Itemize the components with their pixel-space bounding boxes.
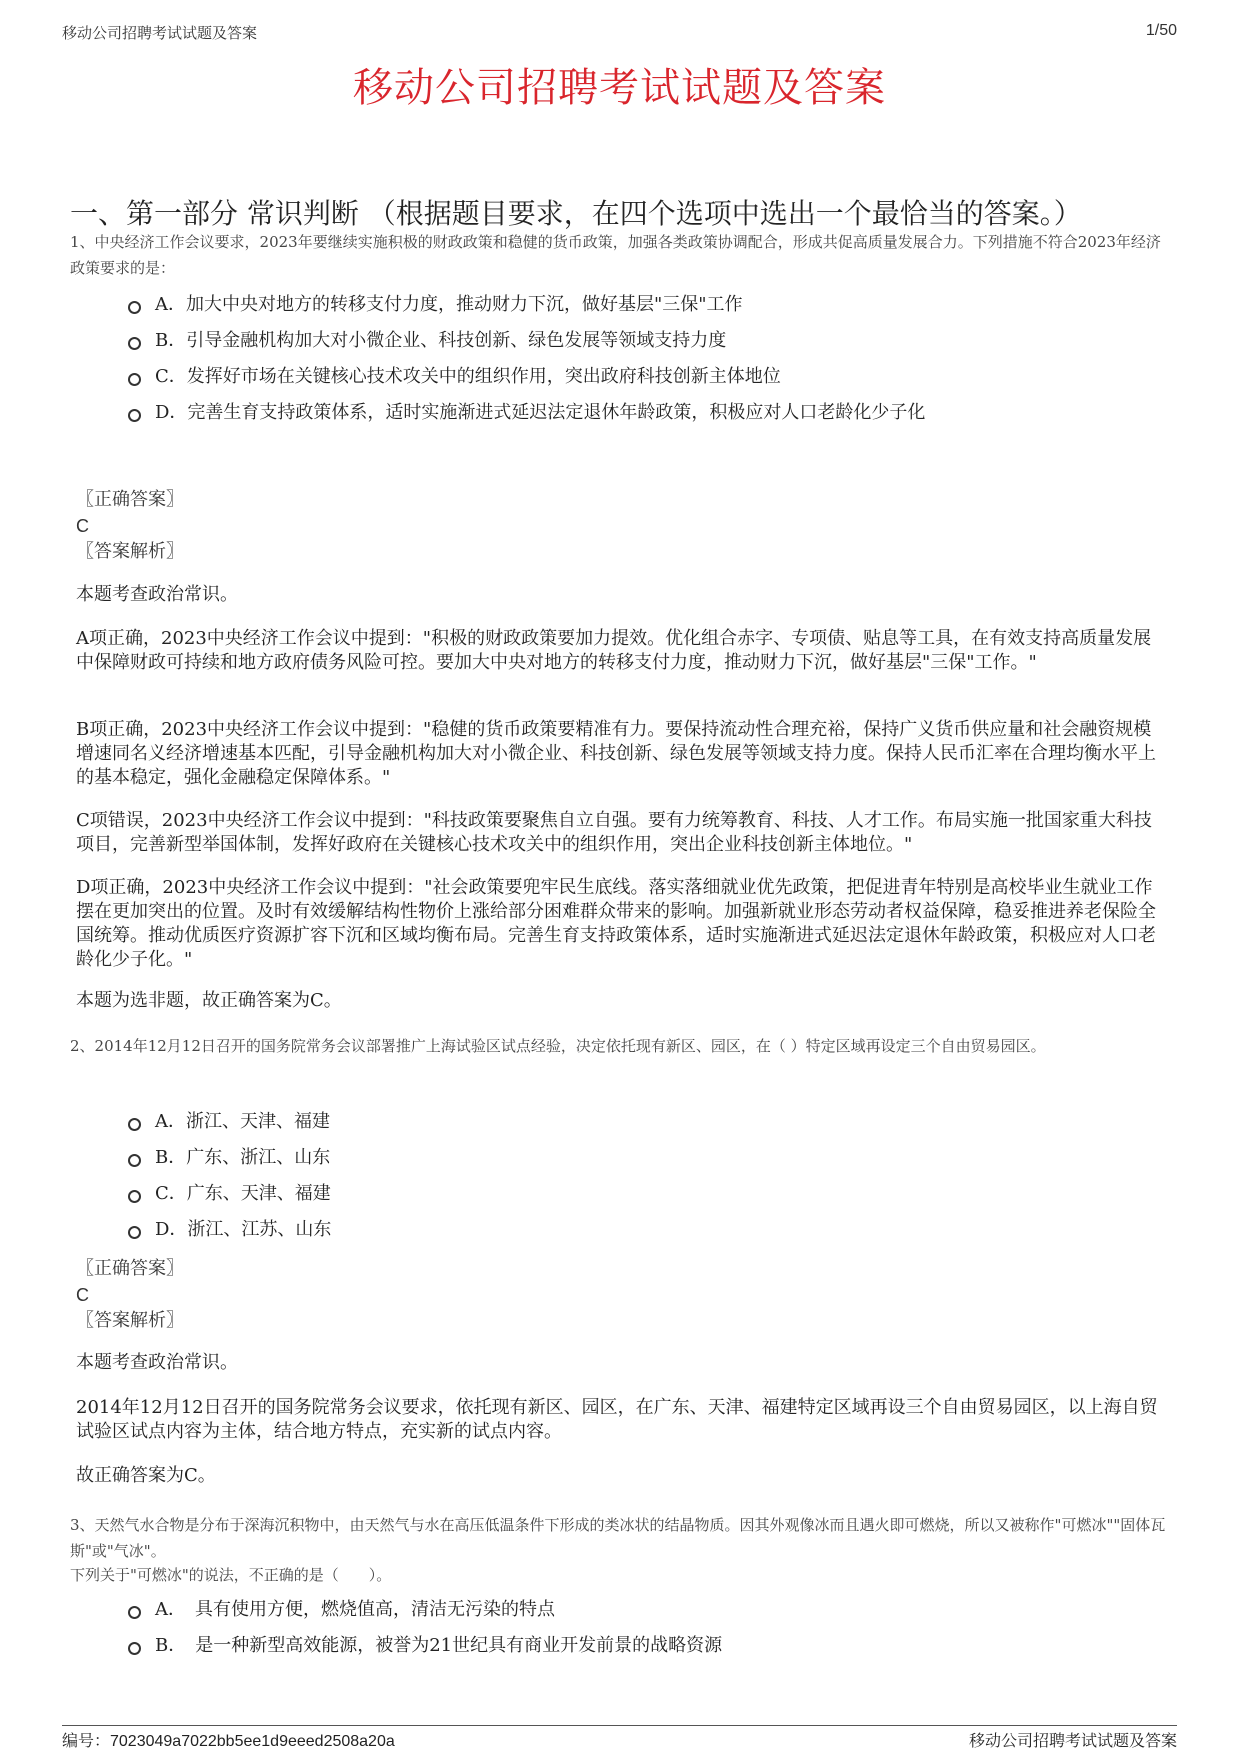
radio-icon[interactable] <box>128 373 141 386</box>
analysis-paragraph: 2014年12月12日召开的国务院常务会议要求，依托现有新区、园区，在广东、天津、福建特定区域再设三个自由贸易园区，以上海自贸试验区试点内容为主体，结合地方特点，充实新的试点内容。 <box>76 1397 1158 1442</box>
radio-icon[interactable] <box>128 1118 141 1131</box>
option-c[interactable]: C．广东、天津、福建 <box>128 1174 331 1210</box>
analysis-paragraph: 本题考查政治常识。 <box>76 1352 238 1373</box>
analysis-label: 〖答案解析〗 <box>76 541 184 562</box>
radio-icon[interactable] <box>128 1642 141 1655</box>
option-b[interactable]: B． 是一种新型高效能源，被誉为21世纪具有商业开发前景的战略资源 <box>128 1626 722 1662</box>
footer-divider <box>62 1725 1177 1726</box>
correct-answer-label: 〖正确答案〗 <box>76 1258 184 1279</box>
section-heading: 一、第一部分 常识判断 （根据题目要求，在四个选项中选出一个最恰当的答案。） <box>70 197 1082 230</box>
page-title: 移动公司招聘考试试题及答案 <box>353 65 886 111</box>
option-a[interactable]: A．浙江、天津、福建 <box>128 1102 331 1138</box>
question-2-answer <box>76 1256 184 1334</box>
radio-icon[interactable] <box>128 1226 141 1239</box>
option-d[interactable]: D．完善生育支持政策体系，适时实施渐进式延迟法定退休年龄政策，积极应对人口老龄化少子化 <box>128 393 925 429</box>
question-3-prompt: 下列关于"可燃冰"的说法，不正确的是（ ）。 <box>70 1566 392 1584</box>
radio-icon[interactable] <box>128 1190 141 1203</box>
question-3-stem: 3、天然气水合物是分布于深海沉积物中，由天然气与水在高压低温条件下形成的类冰状的结晶物质。因其外观像冰而且遇火即可燃烧，所以又被称作"可燃冰""固体瓦斯"或"气冰"。 <box>70 1516 1166 1560</box>
question-1-answer <box>76 487 184 565</box>
analysis-paragraph: 本题考查政治常识。 <box>76 584 238 605</box>
option-a[interactable]: A． 具有使用方便，燃烧值高，清洁无污染的特点 <box>128 1590 722 1626</box>
correct-answer-label: 〖正确答案〗 <box>76 489 184 510</box>
radio-icon[interactable] <box>128 1154 141 1167</box>
question-1-options <box>128 285 925 429</box>
correct-answer-value: C <box>76 516 89 536</box>
radio-icon[interactable] <box>128 409 141 422</box>
correct-answer-value: C <box>76 1285 89 1305</box>
analysis-paragraph: A项正确，2023中央经济工作会议中提到："积极的财政政策要加力提效。优化组合赤字、专项债、贴息等工具，在有效支持高质量发展中保障财政可持续和地方政府债务风险可控。要加大中央对地方的转移支付力度，推动财力下沉，做好基层"三保"工作。" <box>76 628 1152 673</box>
question-2-stem: 2、2014年12月12日召开的国务院常务会议部署推广上海试验区试点经验，决定依托现有新区、园区，在（ ）特定区域再设定三个自由贸易园区。 <box>70 1037 1046 1055</box>
analysis-paragraph: C项错误，2023中央经济工作会议中提到："科技政策要聚焦自立自强。要有力统筹教育、科技、人才工作。布局实施一批国家重大科技项目，完善新型举国体制，发挥好政府在关键核心技术攻关中的组织作用，突出企业科技创新主体地位。" <box>76 810 1152 855</box>
analysis-paragraph: 本题为选非题，故正确答案为C。 <box>76 990 342 1011</box>
page-number: 1/50 <box>1145 22 1177 39</box>
option-d[interactable]: D．浙江、江苏、山东 <box>128 1210 331 1246</box>
radio-icon[interactable] <box>128 301 141 314</box>
question-2-options <box>128 1102 331 1246</box>
analysis-label: 〖答案解析〗 <box>76 1310 184 1331</box>
radio-icon[interactable] <box>128 1606 141 1619</box>
option-b[interactable]: B．广东、浙江、山东 <box>128 1138 331 1174</box>
analysis-paragraph: B项正确，2023中央经济工作会议中提到："稳健的货币政策要精准有力。要保持流动性合理充裕，保持广义货币供应量和社会融资规模增速同名义经济增速基本匹配，引导金融机构加大对小微企业、科技创新、绿色发展等领域支持力度。保持人民币汇率在合理均衡水平上的基本稳定，强化金融稳定保障体系。" <box>76 719 1156 788</box>
question-1-stem: 1、中央经济工作会议要求，2023年要继续实施积极的财政政策和稳健的货币政策，加强各类政策协调配合，形成共促高质量发展合力。下列措施不符合2023年经济政策要求的是： <box>70 233 1161 277</box>
header-doc-title: 移动公司招聘考试试题及答案 <box>62 24 258 42</box>
footer-doc-title: 移动公司招聘考试试题及答案 <box>968 1731 1177 1750</box>
option-a[interactable]: A．加大中央对地方的转移支付力度，推动财力下沉，做好基层"三保"工作 <box>128 285 925 321</box>
document-id: 编号：7023049a7022bb5ee1d9eeed2508a20a <box>62 1733 395 1750</box>
option-b[interactable]: B．引导金融机构加大对小微企业、科技创新、绿色发展等领域支持力度 <box>128 321 925 357</box>
question-3-options <box>128 1590 722 1662</box>
radio-icon[interactable] <box>128 337 141 350</box>
analysis-paragraph: D项正确，2023中央经济工作会议中提到："社会政策要兜牢民生底线。落实落细就业优先政策，把促进青年特别是高校毕业生就业工作摆在更加突出的位置。及时有效缓解结构性物价上涨给部分困难群众带来的影响。加强新就业形态劳动者权益保障，稳妥推进养老保险全国统筹。推动优质医疗资源扩容下沉和区域均衡布局。完善生育支持政策体系，适时实施渐进式延迟法定退休年龄政策，积极应对人口老龄化少子化。" <box>76 877 1156 970</box>
option-c[interactable]: C．发挥好市场在关键核心技术攻关中的组织作用，突出政府科技创新主体地位 <box>128 357 925 393</box>
analysis-paragraph: 故正确答案为C。 <box>76 1465 216 1486</box>
